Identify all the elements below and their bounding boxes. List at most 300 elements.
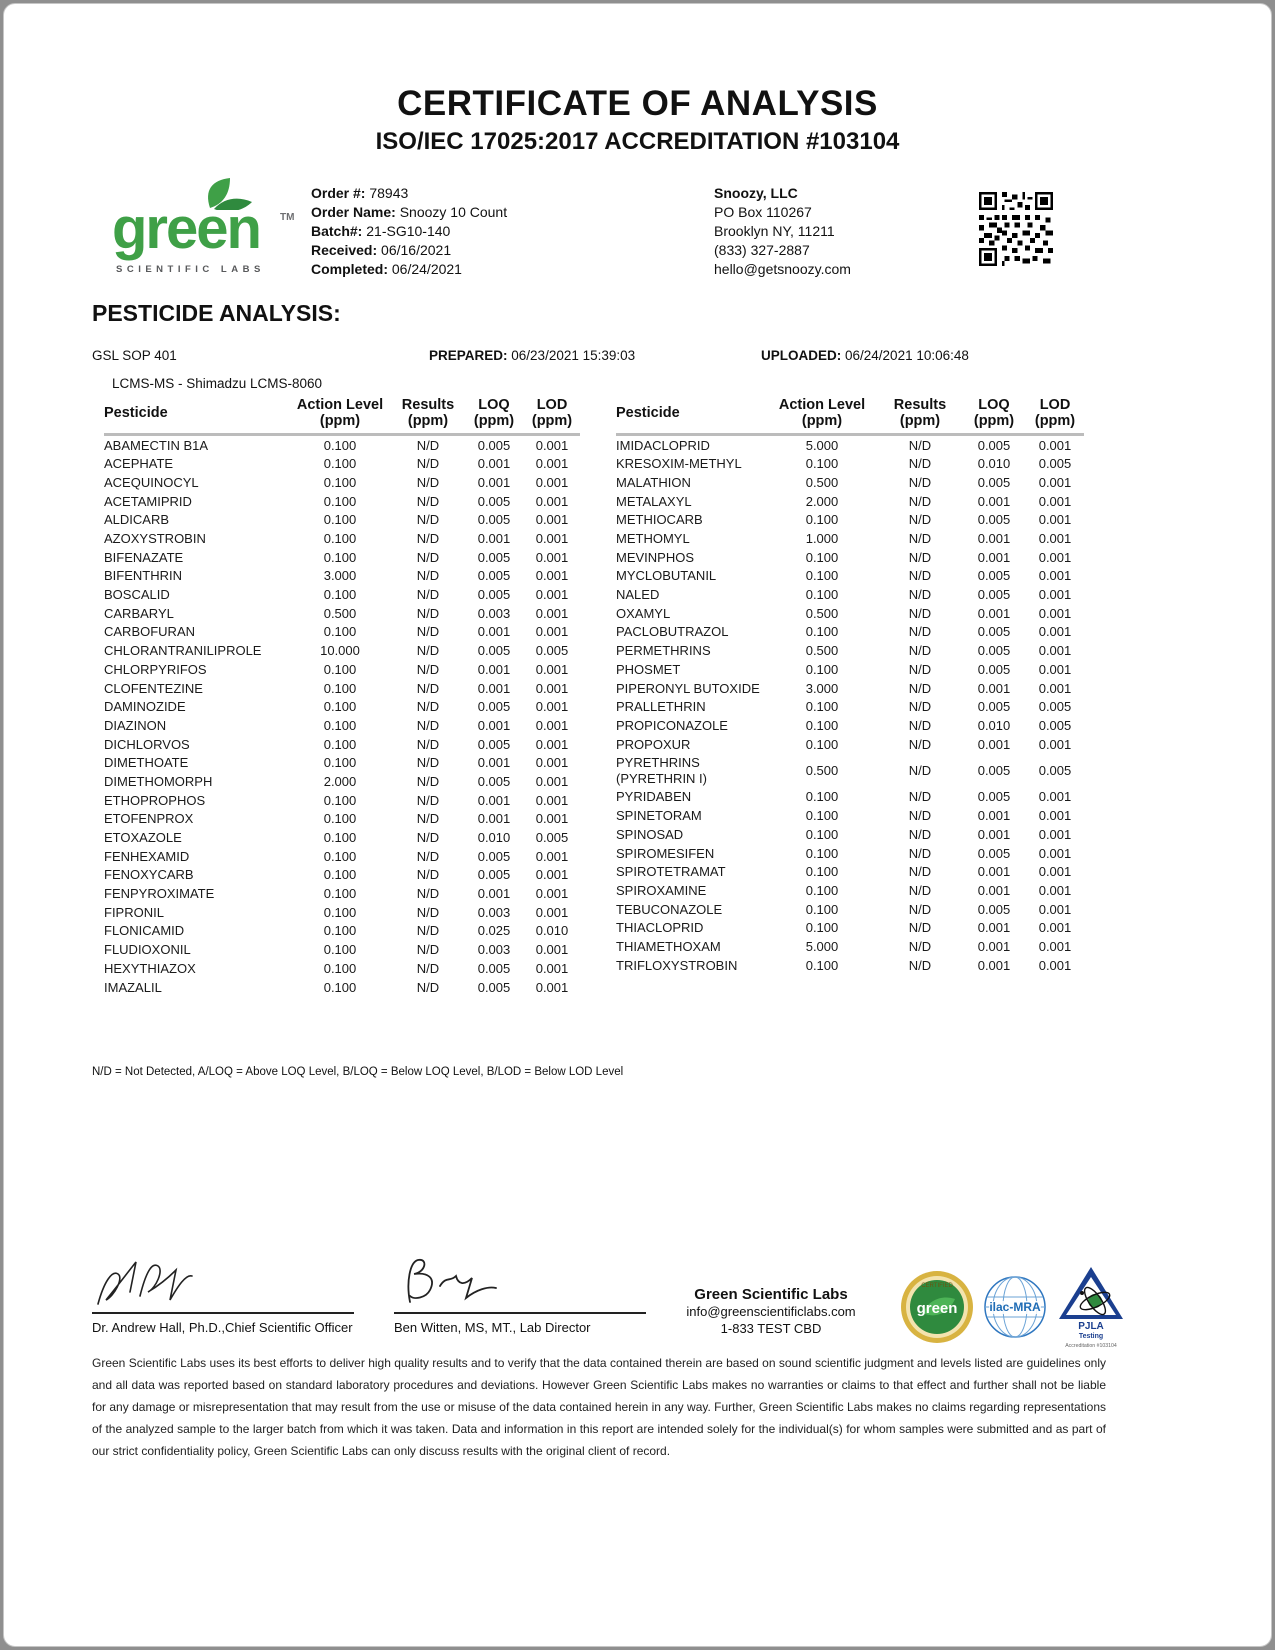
pesticide-row (616, 825, 1084, 844)
sop-reference: GSL SOP 401 (92, 348, 177, 363)
value-cell: N/D (908, 587, 932, 603)
value-cell: 0.001 (1038, 826, 1072, 842)
pesticide-row (616, 807, 1084, 826)
pesticide-row (104, 716, 580, 735)
value-cell: 0.100 (323, 680, 357, 696)
value-cell: N/D (908, 605, 932, 621)
value-cell: 0.100 (323, 904, 357, 920)
pesticide-row (104, 978, 580, 997)
pesticide-row (616, 567, 1084, 586)
value-cell: 0.001 (535, 867, 569, 883)
value-cell: 0.001 (977, 864, 1011, 880)
value-cell: N/D (908, 864, 932, 880)
signature-icon (94, 1252, 254, 1319)
pesticide-name: PACLOBUTRAZOL (616, 624, 729, 640)
svg-text:Testing: Testing (1078, 1333, 1104, 1340)
value-cell: 0.001 (1038, 531, 1072, 547)
value-cell: 0.100 (323, 811, 357, 827)
pesticide-name: DIMETHOMORPH (104, 773, 213, 789)
value-cell: 0.100 (323, 923, 357, 939)
value-cell: 0.100 (323, 717, 357, 733)
pesticide-name: THIACLOPRID (616, 920, 704, 936)
completed-date: Completed: 06/24/2021 (311, 261, 462, 277)
value-cell: N/D (908, 957, 932, 973)
value-cell: 0.005 (535, 830, 569, 846)
value-cell: N/D (416, 942, 440, 958)
value-cell: 0.001 (535, 624, 569, 640)
value-cell: 0.005 (977, 763, 1011, 779)
value-cell: 0.100 (805, 864, 839, 880)
value-cell: 0.010 (477, 830, 511, 846)
value-cell: N/D (908, 437, 932, 453)
pesticide-row (104, 604, 580, 623)
pesticide-row (616, 548, 1084, 567)
value-cell: 0.001 (1038, 605, 1072, 621)
pesticide-row (616, 919, 1084, 938)
value-cell: N/D (908, 845, 932, 861)
value-cell: N/D (416, 512, 440, 528)
value-cell: 2.000 (323, 773, 357, 789)
value-cell: 0.001 (535, 960, 569, 976)
pesticide-name: PROPOXUR (616, 736, 691, 752)
value-cell: 0.001 (477, 531, 511, 547)
value-cell: 0.005 (477, 699, 511, 715)
value-cell: 0.001 (1038, 938, 1072, 954)
value-cell: 0.001 (977, 920, 1011, 936)
value-cell: N/D (416, 437, 440, 453)
value-cell: N/D (908, 512, 932, 528)
green-scientific-labs-logo (112, 182, 302, 287)
pesticide-name: CLOFENTEZINE (104, 680, 203, 696)
pesticide-name: SPIROTETRAMAT (616, 864, 726, 880)
value-cell: 0.001 (1038, 437, 1072, 453)
lab-email: info@greenscientificlabs.com (686, 1304, 856, 1319)
pesticide-row (616, 937, 1084, 956)
value-cell: 0.005 (477, 867, 511, 883)
value-cell: 0.001 (535, 605, 569, 621)
value-cell: 0.500 (805, 605, 839, 621)
value-cell: 0.100 (323, 830, 357, 846)
value-cell: 0.005 (977, 474, 1011, 490)
pesticide-name: ETOXAZOLE (104, 830, 182, 846)
pesticide-name: HEXYTHIAZOX (104, 960, 196, 976)
pesticide-name: DIAZINON (104, 717, 167, 733)
value-cell: 0.005 (977, 643, 1011, 659)
pesticide-name: CARBOFURAN (104, 624, 196, 640)
pesticide-name: PERMETHRINS (616, 643, 711, 659)
value-cell: N/D (416, 960, 440, 976)
value-cell: 0.005 (977, 624, 1011, 640)
pesticide-row (104, 735, 580, 754)
pesticide-name: PIPERONYL BUTOXIDE (616, 680, 760, 696)
column-header: LOQ (ppm) (473, 397, 515, 429)
pesticide-row (104, 866, 580, 885)
value-cell: 0.100 (805, 808, 839, 824)
pesticide-row (104, 642, 580, 661)
value-cell: 0.001 (1038, 587, 1072, 603)
pesticide-name: CHLORANTRANILIPROLE (104, 643, 262, 659)
value-cell: 0.001 (1038, 624, 1072, 640)
value-cell: N/D (416, 848, 440, 864)
value-cell: 0.100 (323, 942, 357, 958)
value-cell: 0.003 (477, 605, 511, 621)
svg-text:CERTIFIED: CERTIFIED (921, 1283, 953, 1289)
value-cell: 0.010 (535, 923, 569, 939)
svg-text:Accreditation #103104: Accreditation #103104 (1065, 1343, 1117, 1349)
value-cell: 0.001 (477, 474, 511, 490)
value-cell: 0.001 (535, 568, 569, 584)
pesticide-name: MYCLOBUTANIL (616, 568, 717, 584)
value-cell: N/D (908, 808, 932, 824)
accreditation-badges (899, 1262, 1129, 1357)
lab-name: Green Scientific Labs (694, 1286, 848, 1303)
value-cell: 0.100 (805, 549, 839, 565)
value-cell: 0.100 (805, 624, 839, 640)
value-cell: N/D (908, 882, 932, 898)
pesticide-row (104, 810, 580, 829)
pesticide-row (104, 529, 580, 548)
pesticide-name: OXAMYL (616, 605, 671, 621)
value-cell: 0.001 (1038, 643, 1072, 659)
pesticide-name: PROPICONAZOLE (616, 717, 728, 733)
accreditation-subtitle: ISO/IEC 17025:2017 ACCREDITATION #103104 (375, 128, 900, 155)
value-cell: N/D (416, 979, 440, 995)
value-cell: 0.001 (1038, 568, 1072, 584)
value-cell: 0.100 (323, 437, 357, 453)
pesticide-row (616, 881, 1084, 900)
value-cell: 3.000 (805, 680, 839, 696)
column-header: LOQ (ppm) (973, 397, 1015, 429)
value-cell: N/D (908, 549, 932, 565)
value-cell: N/D (416, 568, 440, 584)
value-cell: 0.005 (977, 512, 1011, 528)
value-cell: 0.100 (323, 474, 357, 490)
value-cell: N/D (908, 699, 932, 715)
pesticide-row (104, 660, 580, 679)
value-cell: N/D (908, 624, 932, 640)
pesticide-row (104, 567, 580, 586)
batch-number: Batch#: 21-SG10-140 (311, 223, 451, 239)
value-cell: 0.001 (535, 848, 569, 864)
value-cell: 0.005 (1038, 699, 1072, 715)
value-cell: N/D (908, 661, 932, 677)
pesticide-name: SPIROXAMINE (616, 882, 707, 898)
value-cell: 0.001 (1038, 680, 1072, 696)
client-address-line1: PO Box 110267 (714, 204, 812, 220)
value-cell: 0.001 (535, 755, 569, 771)
value-cell: 0.100 (323, 867, 357, 883)
lab-phone: 1-833 TEST CBD (720, 1321, 822, 1336)
value-cell: 0.001 (1038, 957, 1072, 973)
value-cell: 0.100 (323, 848, 357, 864)
value-cell: 0.100 (323, 493, 357, 509)
value-cell: 0.100 (805, 789, 839, 805)
value-cell: 0.005 (477, 568, 511, 584)
pesticide-name: TRIFLOXYSTROBIN (616, 957, 738, 973)
value-cell: 0.001 (535, 493, 569, 509)
value-cell: 3.000 (323, 568, 357, 584)
pesticide-name: ACETAMIPRID (104, 493, 192, 509)
value-cell: 0.100 (323, 531, 357, 547)
pesticide-row (104, 698, 580, 717)
pesticide-row (104, 586, 580, 605)
value-cell: N/D (416, 736, 440, 752)
value-cell: 0.001 (1038, 736, 1072, 752)
value-cell: 0.100 (323, 549, 357, 565)
value-cell: N/D (416, 699, 440, 715)
svg-text:ilac-MRA: ilac-MRA (989, 1300, 1041, 1314)
value-cell: 0.005 (477, 960, 511, 976)
pesticide-row (616, 844, 1084, 863)
value-cell: N/D (416, 904, 440, 920)
value-cell: 0.005 (477, 773, 511, 789)
value-cell: N/D (908, 568, 932, 584)
value-cell: 0.001 (535, 904, 569, 920)
value-cell: N/D (416, 773, 440, 789)
value-cell: 0.001 (477, 811, 511, 827)
value-cell: 0.001 (535, 699, 569, 715)
svg-text:green: green (916, 1300, 958, 1317)
pesticide-row (104, 922, 580, 941)
pesticide-row (104, 828, 580, 847)
pesticide-row (104, 623, 580, 642)
client-address-line2: Brooklyn NY, 11211 (714, 223, 835, 239)
pesticide-row (104, 435, 580, 455)
pesticide-name: KRESOXIM-METHYL (616, 456, 742, 472)
value-cell: N/D (416, 923, 440, 939)
pesticide-name: TEBUCONAZOLE (616, 901, 723, 917)
value-cell: N/D (908, 826, 932, 842)
pesticide-name: BIFENAZATE (104, 549, 184, 565)
value-cell: 0.001 (1038, 882, 1072, 898)
value-cell: 0.500 (323, 605, 357, 621)
value-cell: 0.005 (977, 901, 1011, 917)
value-cell: 0.005 (977, 568, 1011, 584)
pesticide-row (616, 435, 1084, 455)
value-cell: 0.001 (977, 531, 1011, 547)
pesticide-name: FENHEXAMID (104, 848, 190, 864)
value-cell: N/D (908, 680, 932, 696)
value-cell: 0.001 (1038, 808, 1072, 824)
value-cell: 0.001 (535, 886, 569, 902)
value-cell: N/D (416, 661, 440, 677)
pesticide-name: SPINOSAD (616, 826, 684, 842)
pesticide-row (104, 455, 580, 474)
value-cell: 0.100 (805, 661, 839, 677)
value-cell: N/D (908, 901, 932, 917)
certificate-page (3, 3, 1272, 1647)
pesticide-name: METHOMYL (616, 531, 690, 547)
pesticide-name: IMIDACLOPRID (616, 437, 710, 453)
logo-trademark: TM (280, 212, 295, 223)
value-cell: 0.100 (805, 568, 839, 584)
table-header (616, 397, 1084, 435)
value-cell: 0.005 (1038, 717, 1072, 733)
pesticide-name: BOSCALID (104, 587, 170, 603)
pesticide-row (104, 941, 580, 960)
pesticide-row (616, 492, 1084, 511)
column-header: Results (ppm) (893, 397, 947, 429)
value-cell: 0.001 (477, 624, 511, 640)
value-cell: N/D (908, 474, 932, 490)
value-cell: N/D (908, 456, 932, 472)
value-cell: 0.001 (1038, 512, 1072, 528)
pesticide-name: METALAXYL (616, 493, 692, 509)
column-header: Action Level (ppm) (296, 397, 384, 429)
signature-block-cso (92, 1266, 354, 1335)
pesticide-row (616, 863, 1084, 882)
value-cell: N/D (908, 920, 932, 936)
value-cell: 0.005 (977, 437, 1011, 453)
value-cell: N/D (908, 763, 932, 779)
pesticide-row (104, 492, 580, 511)
value-cell: 0.100 (323, 960, 357, 976)
pesticide-name: FIPRONIL (104, 904, 164, 920)
pesticide-row (616, 511, 1084, 530)
column-header: Pesticide (616, 405, 680, 421)
client-info (714, 184, 851, 279)
pesticide-row (104, 679, 580, 698)
value-cell: N/D (416, 680, 440, 696)
table-header (104, 397, 580, 435)
value-cell: 0.001 (1038, 549, 1072, 565)
results-legend: N/D = Not Detected, A/LOQ = Above LOQ Level, B/LOQ = Below LOQ Level, B/LOD = Below LOD Level (92, 1066, 624, 1078)
value-cell: N/D (416, 792, 440, 808)
value-cell: 0.005 (477, 848, 511, 864)
value-cell: 0.100 (805, 957, 839, 973)
value-cell: N/D (416, 643, 440, 659)
value-cell: 0.100 (805, 736, 839, 752)
value-cell: 0.001 (977, 938, 1011, 954)
value-cell: N/D (416, 755, 440, 771)
value-cell: 0.001 (477, 886, 511, 902)
pesticide-row (616, 698, 1084, 717)
pesticide-name: FENOXYCARB (104, 867, 194, 883)
value-cell: N/D (416, 886, 440, 902)
value-cell: 0.100 (323, 755, 357, 771)
pesticide-name: PHOSMET (616, 661, 681, 677)
value-cell: 0.001 (977, 957, 1011, 973)
pesticide-name: FLONICAMID (104, 923, 185, 939)
value-cell: 1.000 (805, 531, 839, 547)
value-cell: 0.005 (977, 661, 1011, 677)
pesticide-name: ACEQUINOCYL (104, 474, 199, 490)
pesticide-name: ETOFENPROX (104, 811, 194, 827)
pesticide-name: DIMETHOATE (104, 755, 189, 771)
pesticide-row (616, 473, 1084, 492)
pesticide-name: PRALLETHRIN (616, 699, 706, 715)
green-seal-icon (899, 1269, 975, 1350)
value-cell: 0.001 (1038, 864, 1072, 880)
pesticide-name: FLUDIOXONIL (104, 942, 191, 958)
value-cell: 0.005 (977, 789, 1011, 805)
pesticide-row (104, 959, 580, 978)
value-cell: 0.001 (977, 826, 1011, 842)
order-number: Order #: 78943 (311, 185, 409, 201)
value-cell: 0.005 (477, 979, 511, 995)
pesticide-row (616, 900, 1084, 919)
value-cell: 0.001 (535, 587, 569, 603)
pesticide-row (616, 642, 1084, 661)
value-cell: 0.001 (1038, 920, 1072, 936)
value-cell: 0.100 (323, 979, 357, 995)
value-cell: 0.001 (535, 736, 569, 752)
value-cell: N/D (908, 493, 932, 509)
pesticide-row (616, 716, 1084, 735)
value-cell: 0.100 (805, 901, 839, 917)
pesticide-name: PYRETHRINS (PYRETHRIN I) (616, 755, 707, 786)
value-cell: 0.100 (323, 736, 357, 752)
section-heading: PESTICIDE ANALYSIS: (92, 300, 341, 326)
value-cell: 0.001 (1038, 901, 1072, 917)
pesticide-row (616, 623, 1084, 642)
column-header: Results (ppm) (401, 397, 455, 429)
value-cell: N/D (908, 736, 932, 752)
instrument-method: LCMS-MS - Shimadzu LCMS-8060 (112, 376, 323, 391)
pesticide-name: ABAMECTIN B1A (104, 437, 209, 453)
value-cell: 2.000 (805, 493, 839, 509)
value-cell: N/D (908, 531, 932, 547)
pesticide-name: DAMINOZIDE (104, 699, 186, 715)
client-email: hello@getsnoozy.com (714, 261, 851, 277)
pesticide-name: SPINETORAM (616, 808, 702, 824)
value-cell: 0.001 (1038, 789, 1072, 805)
pesticide-name: ETHOPROPHOS (104, 792, 206, 808)
value-cell: N/D (416, 474, 440, 490)
pesticide-row (616, 586, 1084, 605)
value-cell: N/D (416, 811, 440, 827)
pesticide-name: SPIROMESIFEN (616, 845, 715, 861)
received-date: Received: 06/16/2021 (311, 242, 452, 258)
pesticide-row (616, 679, 1084, 698)
value-cell: 0.005 (477, 549, 511, 565)
value-cell: 0.005 (977, 845, 1011, 861)
value-cell: 0.001 (535, 456, 569, 472)
pesticide-row (616, 604, 1084, 623)
pesticide-name: CHLORPYRIFOS (104, 661, 207, 677)
value-cell: N/D (416, 717, 440, 733)
value-cell: 0.003 (477, 904, 511, 920)
value-cell: 0.500 (805, 643, 839, 659)
value-cell: 0.001 (977, 549, 1011, 565)
value-cell: N/D (908, 717, 932, 733)
column-header: LOD (ppm) (531, 397, 573, 429)
pesticide-name: BIFENTHRIN (104, 568, 182, 584)
value-cell: 0.500 (805, 763, 839, 779)
value-cell: 0.100 (323, 587, 357, 603)
value-cell: 0.001 (477, 792, 511, 808)
page-title: CERTIFICATE OF ANALYSIS (397, 84, 878, 123)
pesticide-row (104, 754, 580, 773)
disclaimer-text: Green Scientific Labs uses its best efforts to deliver high quality results and to verify that the data contained therein are based on sound scientific judgment and levels listed are guidelines only and all data was reported based on standard laboratory procedures and deviations. However Green Scientific Labs makes no warranties or claims to that effect and further shall not be liable for any damage or misrepresentation that may result from the use or misuse of the data contained herein in any way. Further, Green Scientific Labs makes no claims regarding representations of the analyzed sample to the larger batch from which it was taken. Data and information in this report are intended solely for the individual(s) for whom samples were submitted and as part of our strict confidentiality policy, Green Scientific Labs can only discuss results with the original client of record. (92, 1356, 1106, 1458)
value-cell: 0.001 (977, 808, 1011, 824)
value-cell: 0.001 (1038, 845, 1072, 861)
value-cell: 0.005 (477, 643, 511, 659)
value-cell: 0.001 (477, 717, 511, 733)
pesticide-row (616, 660, 1084, 679)
value-cell: N/D (908, 789, 932, 805)
pesticide-name: MALATHION (616, 474, 691, 490)
value-cell: 0.005 (477, 512, 511, 528)
column-header: Action Level (ppm) (778, 397, 866, 429)
value-cell: 0.001 (1038, 661, 1072, 677)
pesticide-name: MEVINPHOS (616, 549, 695, 565)
value-cell: 0.001 (1038, 493, 1072, 509)
pesticide-name: THIAMETHOXAM (616, 938, 721, 954)
ilac-mra-icon (983, 1275, 1047, 1344)
value-cell: N/D (416, 624, 440, 640)
pesticide-name: FENPYROXIMATE (104, 886, 215, 902)
